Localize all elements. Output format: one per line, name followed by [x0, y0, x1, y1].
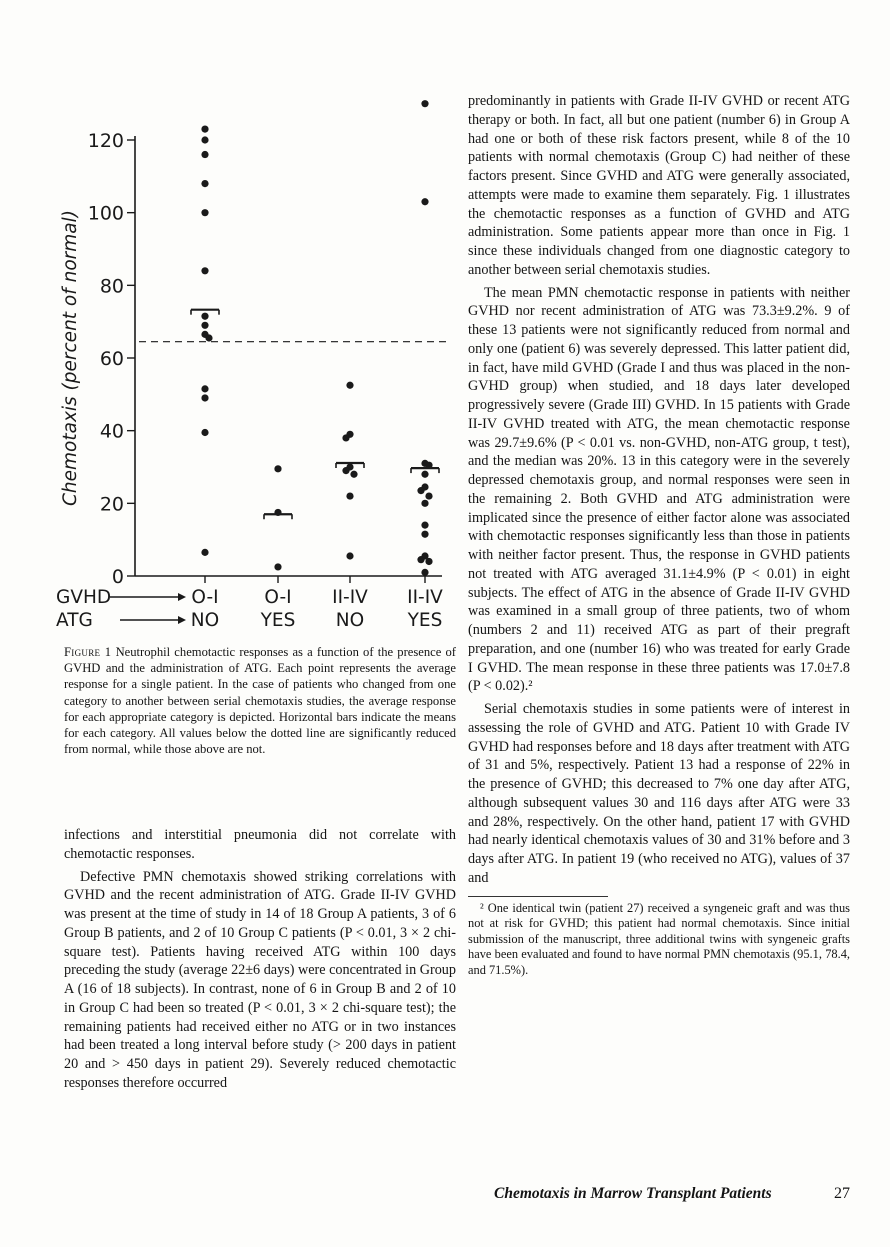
right-paragraph: The mean PMN chemotactic response in patients with neither GVHD nor recent administration of ATG was 73.3±9.2%. 9 of these 13 patients were not significantly reduced from normal and only one (patient 6) was severely depressed. This latter patient did, in fact, have mild GVHD (Grade I and thus was placed in the non-GVHD group) when studied, and 18 days later developed progressively severe (Grade III) GVHD. In 15 patients with Grade II-IV GVHD treated with ATG, the mean chemotactic response was 29.7±9.6% (P < 0.01 vs. non-GVHD, non-ATG group, t test), and the median was 20%. 13 in this category were in the severely depressed chemotaxis group, and normal responses were seen in the remaining 2. Both GVHD and ATG administration were implicated since the presence of either factor alone was associated with chemotactic responses significantly less than those in patients with neither factor present. Thus, the response in GVHD patients not treated with ATG averaged 31.1±4.9% (P < 0.01) in eight subjects. The effect of ATG in the absence of Grade II-IV GVHD was examined in a small group of three patients, two of whom (numbers 2 and 11) received ATG as part of their pregraft preparation, and one (number 16) who was treated for early Grade I GVHD. The mean response in these three patients was 17.0±7.8 (P < 0.02).² — [468, 284, 850, 695]
data-point — [421, 531, 428, 538]
category-atg-label: YES — [260, 610, 296, 631]
category-gvhd-label: II-IV — [332, 587, 368, 608]
data-point — [201, 151, 208, 158]
data-point — [346, 552, 353, 559]
data-point — [421, 471, 428, 478]
y-axis-label: Chemotaxis (percent of normal) — [60, 210, 81, 506]
data-point — [201, 180, 208, 187]
category-gvhd-label: O-I — [264, 587, 292, 608]
row-label-atg: ATG — [56, 610, 93, 631]
data-point — [201, 549, 208, 556]
y-tick-label: 60 — [99, 348, 124, 370]
y-tick-label: 20 — [99, 493, 124, 516]
data-point — [274, 563, 281, 570]
right-paragraph: Serial chemotaxis studies in some patients were of interest in assessing the role of GVHD and ATG. Patient 10 with Grade IV GVHD had responses before and 18 days after treatment with ATG of 31 and 5%, respectively. Patient 13 had a response of 22% in the presence of GVHD; this decreased to 7% one day after ATG, although subsequent values 30 and 116 days after ATG were 33 and 28%, respectively. On the other hand, patient 17 with GVHD had nearly identical chemotaxis values of 30 and 31% before and 3 days after ATG. In patient 19 (who received no ATG), values of 37 and — [468, 701, 850, 886]
data-point — [417, 487, 424, 494]
y-tick-label: 0 — [111, 566, 124, 588]
left-paragraph: infections and interstitial pneumonia did not correlate with chemotactic responses. — [64, 827, 456, 862]
figure-caption-text: Neutrophil chemotactic responses as a function of the presence of GVHD and the administration of ATG. Each point represents the average response for a single patient. In the case of patients who changed from one category to another between serial chemotaxis studies, the average response for each appropriate category is depicted. Horizontal bars indicate the means for each category. All values below the dotted line are significantly reduced from normal, while those above are not. — [64, 645, 457, 757]
category-atg-label: NO — [335, 610, 365, 631]
data-point — [417, 556, 424, 563]
figure-1-chart — [50, 92, 460, 637]
data-point — [201, 394, 208, 401]
data-point — [201, 313, 208, 320]
data-point — [205, 334, 212, 341]
data-point — [274, 465, 281, 472]
data-point — [342, 434, 349, 441]
figure-label: Figure 1 — [64, 645, 112, 659]
data-point — [201, 126, 208, 133]
data-point — [201, 136, 208, 143]
right-paragraph: predominantly in patients with Grade II-IV GVHD or recent ATG therapy or both. In fact, all but one patient (number 6) in Group A had one or both of these risk factors present, while 8 of the 10 patients with normal chemotaxis (Group C) had neither of these factors present. Since GVHD and ATG were generally associated, attempts were made to examine them separately. Fig. 1 illustrates the chemotactic responses as a function of GVHD and ATG administration. Some patients appear more than once in Fig. 1 since these individuals changed from one diagnostic category to another between serial chemotaxis studies. — [468, 93, 850, 278]
data-point — [201, 429, 208, 436]
data-point — [201, 209, 208, 216]
row-label-gvhd: GVHD — [56, 587, 112, 608]
data-point — [421, 522, 428, 529]
left-paragraph: Defective PMN chemotaxis showed striking correlations with GVHD and the recent administration of ATG. Grade II-IV GVHD was present at the time of study in 14 of 18 Group A patients, 3 of 6 Group B patients, and 2 of 10 Group C patients (P < 0.01, 3 × 2 chi-square test). Patients having received ATG within 100 days preceding the study (average 22±6 days) were concentrated in Group A (16 of 18 subjects). In contrast, none of 6 in Group B and 2 of 10 in Group C had been so treated (P < 0.01, 3 × 2 chi-square test); the remaining patients had received either no ATG or in two instances had been treated a long interval before study (> 200 days in patient 20 and > 450 days in patient 29). Severely reduced chemotactic responses therefore occurred — [64, 868, 456, 1091]
figure-caption — [64, 644, 456, 757]
page-footer — [468, 1185, 850, 1203]
data-point — [350, 471, 357, 478]
row-arrow-head — [178, 593, 186, 601]
category-atg-label: YES — [407, 610, 443, 631]
right-column-text — [468, 92, 850, 978]
data-point — [346, 492, 353, 499]
data-point — [425, 492, 432, 499]
page-number: 27 — [834, 1185, 850, 1202]
y-tick-label: 40 — [99, 420, 124, 443]
data-point — [201, 385, 208, 392]
left-column-text — [64, 826, 456, 1093]
data-point — [421, 500, 428, 507]
footnote: ² One identical twin (patient 27) received a syngeneic graft and was thus not at risk for GVHD; this patient had normal chemotaxis. Since initial submission of the manuscript, three additional twins with syngeneic grafts have been evaluated and found to have normal PMN chemotaxis (95.1, 78.4, and 71.5%). — [468, 900, 850, 977]
data-point — [201, 322, 208, 329]
category-gvhd-label: O-I — [191, 587, 219, 608]
data-point — [421, 198, 428, 205]
running-title: Chemotaxis in Marrow Transplant Patients — [494, 1185, 772, 1202]
y-tick-label: 100 — [87, 202, 124, 225]
data-point — [421, 100, 428, 107]
data-point — [425, 558, 432, 565]
row-arrow-head — [178, 616, 186, 624]
y-tick-label: 80 — [99, 275, 124, 298]
y-tick-label: 120 — [87, 130, 124, 152]
footnote-divider — [468, 896, 608, 897]
data-point — [421, 569, 428, 576]
data-point — [342, 467, 349, 474]
data-point — [201, 267, 208, 274]
category-gvhd-label: II-IV — [407, 587, 443, 608]
category-atg-label: NO — [190, 610, 220, 631]
data-point — [346, 382, 353, 389]
